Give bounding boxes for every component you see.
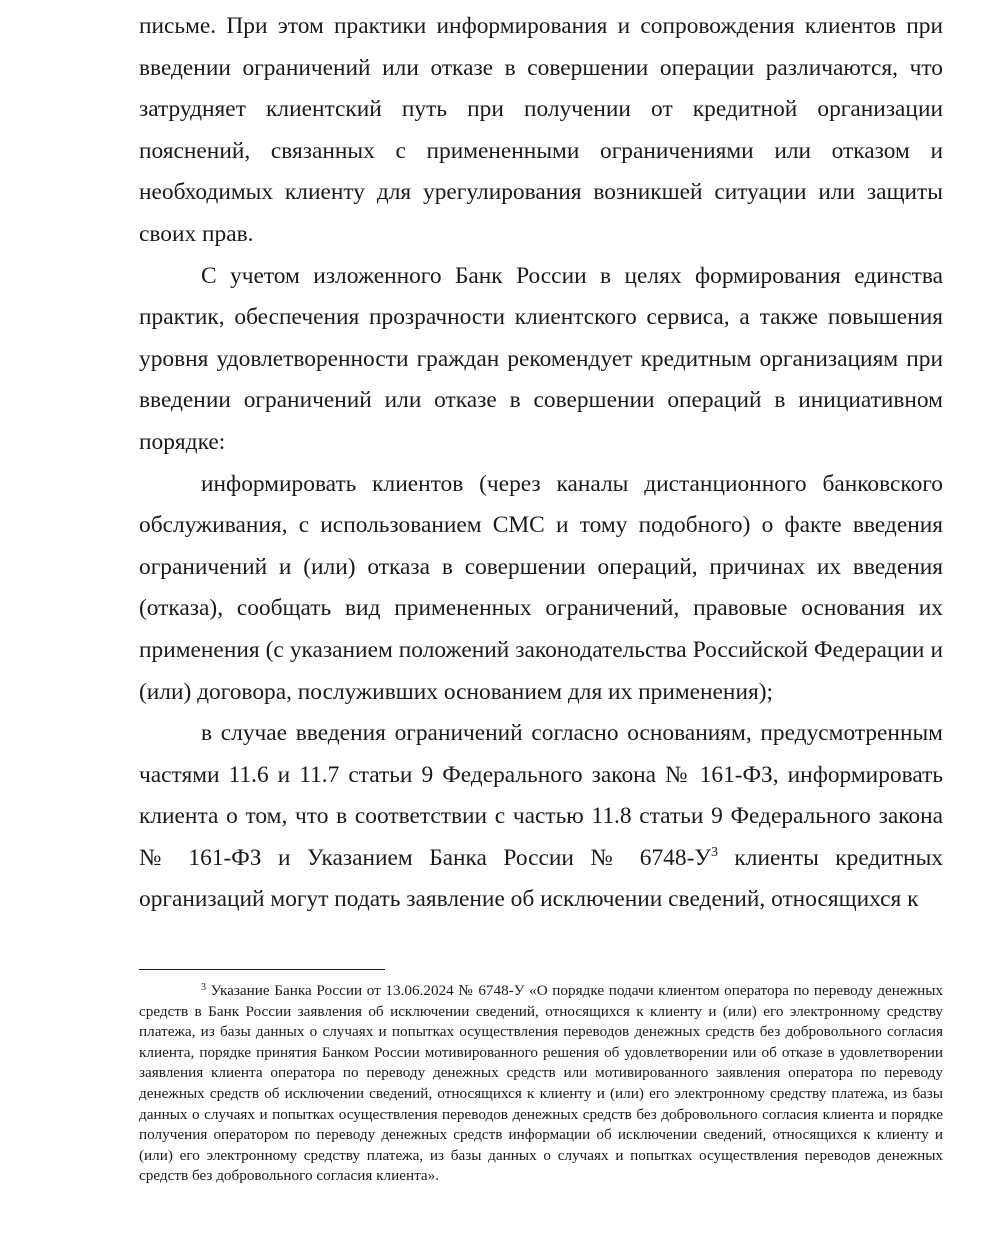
paragraph-text-end: клиенты кредитных организаций могут подать заявление об исключении сведений, относящихся к <box>139 844 943 913</box>
paragraph-text-start: в случае введения ограничений согласно основаниям, предусмотренным частями 11.6 и 11.7 статьи 9 Федерального закона № 161-ФЗ, информировать клиента о том, что в соответствии с частью 11.8 статьи 9 Федерального закона № 161-ФЗ и Указанием Банка России № 6748-У <box>139 720 943 871</box>
footnote-reference[interactable]: 3 <box>710 844 718 860</box>
footnote <box>139 981 943 1187</box>
paragraph-recommendation: С учетом изложенного Банк России в целях формирования единства практик, обеспечения прозрачности клиентского сервиса, а также повышения уровня удовлетворенности граждан рекомендует кредитным организациям при введении ограничений или отказе в совершении операций в инициативном порядке: <box>139 262 943 455</box>
footnote-marker: 3 <box>201 982 206 993</box>
footnote-separator <box>139 969 385 970</box>
paragraph-inform-clients: информировать клиентов (через каналы дистанционного банковского обслуживания, с использованием СМС и тому подобного) о факте введения ограничений и (или) отказа в совершении операций, причинах их введения (отказа), сообщать вид примененных ограничений, правовые основания их применения (с указанием положений законодательства Российской Федерации и (или) договора, послуживших основанием для их применения); <box>139 470 943 705</box>
document-body <box>139 6 943 921</box>
paragraph-intro-continuation: письме. При этом практики информирования и сопровождения клиентов при введении ограничений или отказе в совершении операции различаются, что затрудняет клиентский путь при получении от кредитной организации пояснений, связанных с примененными ограничениями или отказом и необходимых клиенту для урегулирования возникшей ситуации или защиты своих прав. <box>139 13 943 247</box>
paragraph-exclusion-notice <box>139 713 943 921</box>
footnote-text: Указание Банка России от 13.06.2024 № 6748-У «О порядке подачи клиентом оператора по переводу денежных средств в Банк России заявления об исключении сведений, относящихся к клиенту и (или) его электронному средству платежа, из базы данных о случаях и попытках осуществления переводов денежных средств без добровольного согласия клиента, порядке принятия Банком России мотивированного решения об удовлетворении или об отказе в удовлетворении заявления клиента оператора по переводу денежных средств или мотивированного заявления оператора по переводу денежных средств об исключении сведений, относящихся к клиенту и (или) его электронному средству платежа, из базы данных о случаях и попытках осуществления переводов денежных средств без добровольного согласия клиента и порядке получения оператором по переводу денежных средств информации об исключении сведений, относящихся к клиенту и (или) его электронному средству платежа, из базы данных о случаях и попытках осуществления переводов денежных средств без добровольного согласия клиента». <box>139 982 943 1185</box>
